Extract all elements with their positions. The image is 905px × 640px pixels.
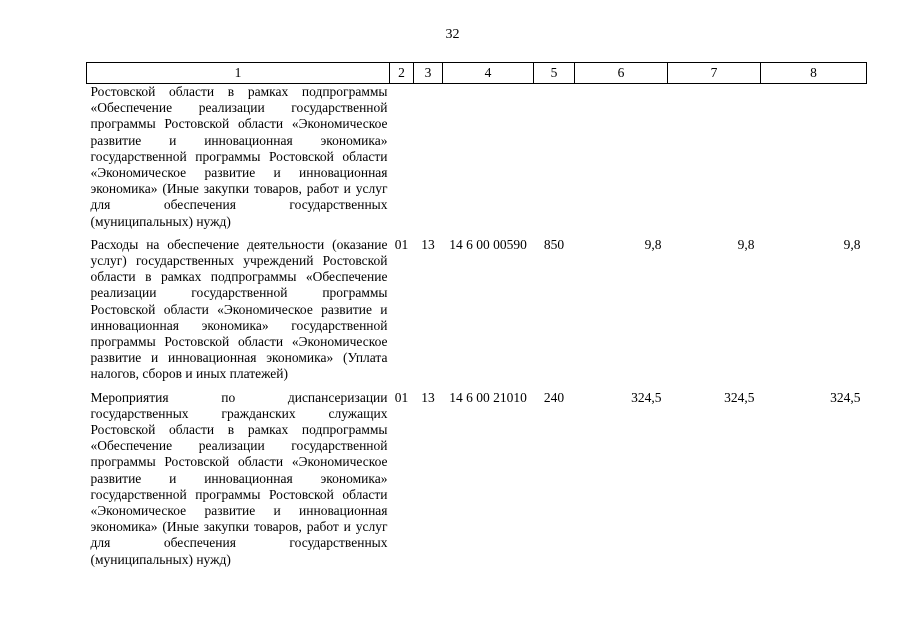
header-col-8: 8 xyxy=(761,63,867,84)
subsection-code: 13 xyxy=(421,236,435,252)
header-row xyxy=(87,63,867,84)
expense-type: 240 xyxy=(543,389,565,405)
table-row xyxy=(87,237,867,390)
row-description: Мероприятия по диспансеризации государственных гражданских служащих Ростовской области в рамках подпрограммы «Обеспечение реализации государственной программы Ростовской области «Экономическое развитие и инновационная экономика» государственной программы Ростовской области «Экономическое развитие и инновационная экономика» (Иные закупки товаров, работ и услуг для обеспечения государственных (муниципальных) нужд) xyxy=(90,389,388,567)
header-col-3: 3 xyxy=(414,63,443,84)
amount-col-6: 324,5 xyxy=(631,389,662,405)
amount-col-8: 324,5 xyxy=(830,389,861,405)
amount-col-7: 324,5 xyxy=(724,389,755,405)
table-row xyxy=(87,84,867,237)
amount-col-7: 9,8 xyxy=(737,236,755,252)
expense-type: 850 xyxy=(543,236,565,252)
header-col-2: 2 xyxy=(390,63,414,84)
header-col-1: 1 xyxy=(87,63,390,84)
header-col-7: 7 xyxy=(668,63,761,84)
subsection-code xyxy=(414,84,443,237)
expense-type xyxy=(534,84,575,237)
table-row xyxy=(87,390,867,575)
amount-col-6: 9,8 xyxy=(644,236,662,252)
amount-col-7 xyxy=(668,84,761,237)
amount-col-8 xyxy=(761,84,867,237)
target-article: 14 6 00 21010 xyxy=(449,389,527,405)
subsection-code: 13 xyxy=(421,389,435,405)
budget-table xyxy=(86,62,867,575)
page-number: 32 xyxy=(445,27,460,42)
target-article: 14 6 00 00590 xyxy=(449,236,527,252)
row-description: Расходы на обеспечение деятельности (оказание услуг) государственных учреждений Ростовской области в рамках подпрограммы «Обеспечение реализации государственной программы Ростовской области «Экономическое развитие и инновационная экономика» государственной программы Ростовской области «Экономическое развитие и инновационная экономика» (Уплата налогов, сборов и иных платежей) xyxy=(90,236,388,382)
amount-col-8: 9,8 xyxy=(843,236,861,252)
target-article xyxy=(443,84,534,237)
row-description: Ростовской области в рамках подпрограммы «Обеспечение реализации государственной программы Ростовской области «Экономическое развитие и инновационная экономика» государственной программы Ростовской области «Экономическое развитие и инновационная экономика» (Иные закупки товаров, работ и услуг для обеспечения государственных (муниципальных) нужд) xyxy=(90,84,388,229)
amount-col-6 xyxy=(575,84,668,237)
header-col-6: 6 xyxy=(575,63,668,84)
section-code: 01 xyxy=(394,236,409,252)
header-col-5: 5 xyxy=(534,63,575,84)
header-col-4: 4 xyxy=(443,63,534,84)
section-code xyxy=(390,84,414,237)
section-code: 01 xyxy=(394,389,409,405)
